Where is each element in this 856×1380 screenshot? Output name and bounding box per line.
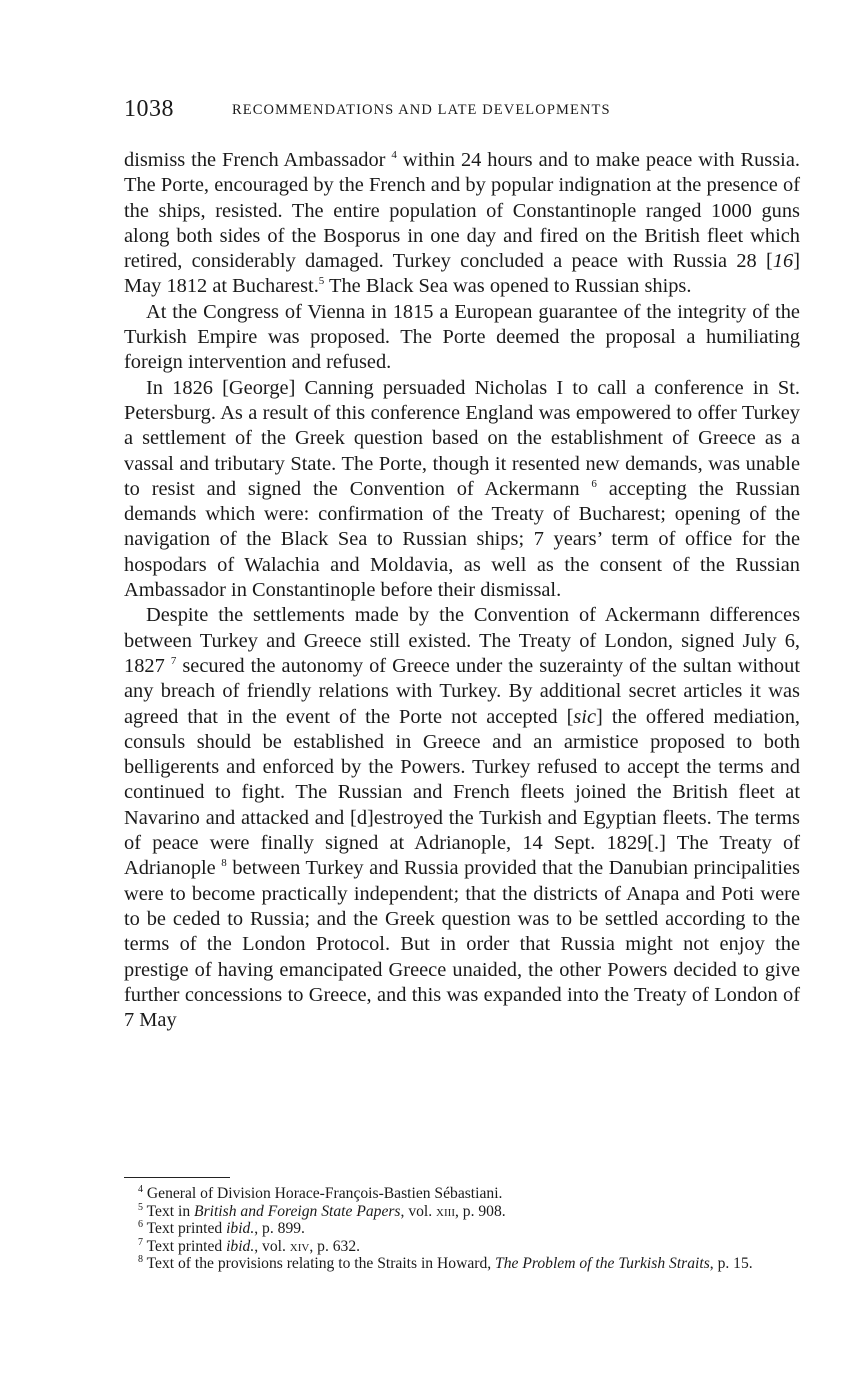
footnote-ref-4: 4 — [391, 149, 397, 162]
footnote-text: , p. 899. — [254, 1220, 305, 1237]
footnote-text: Text printed — [146, 1237, 227, 1255]
body-text — [124, 148, 800, 1033]
text-run: Despite the settlements made by the Convention of Ackermann differences between Turkey and Greece still existed. The Treaty of London, signed July 6, 1827 — [124, 604, 800, 677]
ibid: ibid. — [226, 1220, 255, 1237]
footnote-text: , p. 632. — [309, 1237, 361, 1255]
footnote-text: Text of the provisions relating to the Straits in Howard, — [146, 1255, 496, 1272]
footnote-mark: 5 — [138, 1201, 143, 1213]
footnote-text: , p. 908. — [454, 1202, 506, 1220]
footnote-ref-6: 6 — [591, 478, 597, 491]
footnote-5 — [124, 1203, 800, 1221]
footnote-ref-8: 8 — [221, 857, 227, 870]
text-run: ] May 1812 at Bucharest. — [124, 250, 800, 298]
footnote-text: , vol. — [254, 1237, 290, 1255]
footnote-text: General of Division Horace-François-Bastien Sébastiani. — [146, 1185, 503, 1202]
footnote-ref-5: 5 — [318, 275, 325, 288]
footnote-7 — [124, 1238, 800, 1256]
footnote-mark: 4 — [138, 1183, 143, 1195]
text-run: within 24 hours and to make peace with Russia. The Porte, encouraged by the French and by popular indignation at the presence of the ships, resisted. The entire population of Constantinople ranged 1000 guns along both sides of the Bosporus in one day and fired on the British fleet which retired, considerably damaged. Turkey concluded a peace with Russia 28 [ — [124, 149, 800, 273]
footnote-ref-7: 7 — [170, 655, 177, 668]
paragraph-4 — [124, 603, 800, 1033]
paragraph-1 — [124, 148, 800, 300]
italic-date: 16 — [772, 250, 794, 273]
footnote-divider — [124, 1177, 230, 1178]
footnote-mark: 8 — [138, 1253, 143, 1265]
footnote-mark: 6 — [138, 1218, 143, 1230]
text-run: The Black Sea was opened to Russian ships. — [324, 275, 692, 298]
text-run: between Turkey and Russia provided that the Danubian principalities were to become practically independent; that the districts of Anapa and Poti were to be ceded to Russia; and the Greek question was to be settled according to the terms of the London Protocol. But in order that Russia might not enjoy the prestige of having emancipated Greece unaided, the other Powers decided to give further concessions to Greece, and this was expanded into the Treaty of London of 7 May — [124, 857, 800, 1032]
footnote-text: Text in — [146, 1202, 195, 1220]
footnote-6 — [124, 1220, 800, 1238]
footnote-mark: 7 — [138, 1236, 143, 1248]
text-run: ] the offered mediation, consuls should be established in Greece and an armistice proposed to both belligerents and enforced by the Powers. Turkey refused to accept the terms and continued to fight. The Russian and French fleets joined the British fleet at Navarino and attacked and [d]estroyed the Turkish and Egyptian fleets. The terms of peace were finally signed at Adrianople, 14 Sept. 1829[.] The Treaty of Adrianople — [124, 705, 800, 880]
volume-numeral: xiii — [436, 1202, 455, 1220]
footnote-title: The Problem of the Turkish Straits — [495, 1255, 710, 1272]
ibid: ibid. — [226, 1237, 255, 1255]
text-run: secured the autonomy of Greece under the suzerainty of the sultan without any breach of friendly relations with Turkey. By additional secret articles it was agreed that in the event of the Porte not accepted [ — [124, 654, 800, 728]
text-run: In 1826 [George] Canning persuaded Nicholas I to call a conference in St. Petersburg. As a result of this conference England was empowered to offer Turkey a settlement of the Greek question based on the establishment of Greece as a vassal and tributary State. The Porte, though it resented new demands, was unable to resist and signed the Convention of Ackermann — [124, 376, 800, 500]
volume-numeral: xiv — [289, 1237, 310, 1255]
footnote-text: Text printed — [146, 1220, 227, 1237]
text-run: accepting the Russian demands which were: confirmation of the Treaty of Bucharest; opening of the navigation of the Black Sea to Russian ships; 7 years’ term of office for the hospodars of Walachia and Moldavia, as well as the consent of the Russian Ambassador in Constantinople before their dismissal. — [124, 477, 800, 602]
footnote-text: , p. 15. — [709, 1255, 753, 1272]
running-head: RECOMMENDATIONS AND LATE DEVELOPMENTS — [232, 102, 611, 118]
paragraph-3 — [124, 376, 800, 604]
paragraph-2: At the Congress of Vienna in 1815 a European guarantee of the integrity of the Turkish Empire was proposed. The Porte deemed the proposal a humiliating foreign intervention and refused. — [124, 300, 800, 374]
sic-mark: sic — [573, 705, 597, 728]
text-run: dismiss the French Ambassador — [124, 149, 392, 171]
footnote-4 — [124, 1185, 800, 1203]
footnote-8 — [124, 1255, 800, 1273]
page-number: 1038 — [124, 96, 174, 122]
page-header — [124, 96, 804, 130]
footnote-text: , vol. — [400, 1202, 437, 1220]
footnote-title: British and Foreign State Papers — [194, 1202, 401, 1220]
footnotes — [124, 1185, 800, 1273]
